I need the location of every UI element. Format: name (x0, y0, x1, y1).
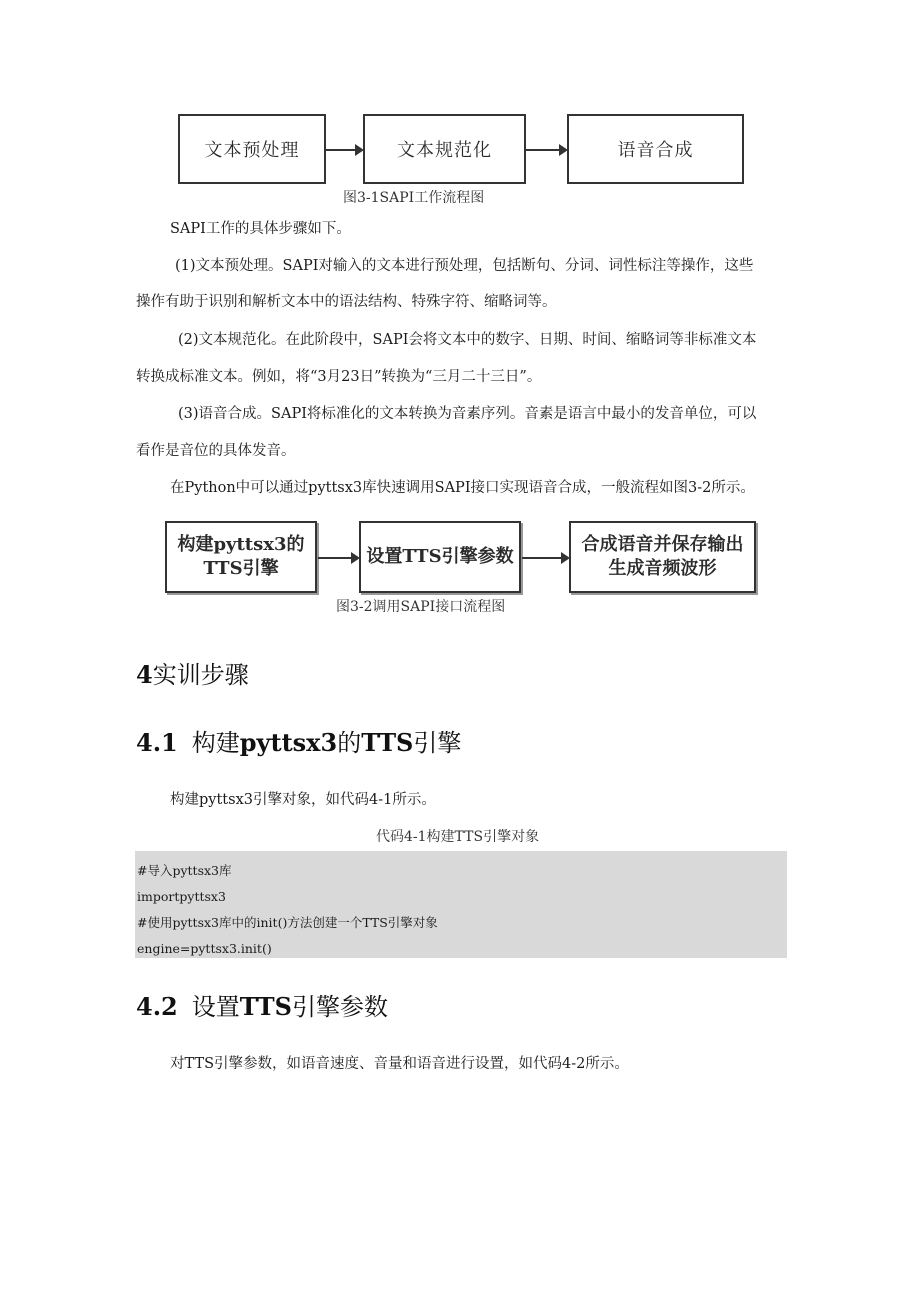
paragraph-step1-line2: 操作有助于识别和解析文本中的语法结构、特殊字符、缩略词等。 (136, 294, 557, 310)
section-title-pre: 设置 (191, 993, 240, 1021)
code-caption: 代码4-1构建TTS引擎对象 (376, 829, 540, 845)
code-line: #使用pyttsx3库中的init()方法创建一个TTS引擎对象 (137, 915, 438, 930)
section-title-pre: 构建 (191, 729, 240, 757)
flow-box-speech-synthesis (567, 114, 744, 184)
flow-box-text-preprocessing (178, 114, 326, 184)
flow-arrow-icon (522, 557, 568, 559)
section-title-bold: TTS (239, 992, 292, 1021)
flow-arrow-icon (326, 149, 362, 151)
section-4-2-description: 对TTS引擎参数，如语音速度、音量和语音进行设置，如代码4-2所示。 (170, 1056, 629, 1072)
flow-box-synthesize-output (569, 521, 756, 593)
code-line: engine=pyttsx3.init() (137, 941, 272, 956)
code-block (135, 851, 787, 958)
section-title-post: 引擎参数 (291, 993, 388, 1021)
section-number: 4 (136, 660, 153, 689)
section-number: 4.2 (136, 992, 178, 1021)
flow-box-label: 语音合成 (617, 140, 694, 161)
paragraph-step3-line1: (3)语音合成。SAPI将标准化的文本转换为音素序列。音素是语言中最小的发音单位，可以 (178, 406, 757, 422)
flow-box-label-line1: 合成语音并保存输出 (581, 534, 744, 555)
paragraph-step1-line1: (1)文本预处理。SAPI对输入的文本进行预处理，包括断句、分词、词性标注等操作，这些 (175, 258, 754, 274)
flow-box-label: 设置TTS引擎参数 (366, 546, 514, 567)
flow-box-build-engine (165, 521, 317, 593)
flow-box-label-line1: 构建pyttsx3的 (177, 534, 305, 555)
flow-arrow-icon (318, 557, 358, 559)
flow-box-set-params (359, 521, 521, 593)
section-4-1-description: 构建pyttsx3引擎对象，如代码4-1所示。 (170, 792, 436, 808)
section-4-2-heading (136, 987, 388, 1022)
section-4-1-heading (136, 723, 461, 758)
section-title: 实训步骤 (152, 661, 249, 689)
flow-arrow-icon (526, 149, 566, 151)
paragraph-step2-line1: (2)文本规范化。在此阶段中，SAPI会将文本中的数字、日期、时间、缩略词等非标准文本 (178, 332, 757, 348)
figure-caption: 图3-2调用SAPI接口流程图 (336, 599, 506, 615)
code-line: importpyttsx3 (137, 889, 226, 904)
figure-caption: 图3-1SAPI工作流程图 (343, 190, 485, 206)
code-line: #导入pyttsx3库 (137, 863, 232, 878)
section-title-bold: pyttsx3 (239, 728, 338, 757)
paragraph-step3-line2: 看作是音位的具体发音。 (136, 443, 296, 459)
flow-box-label-line2: TTS引擎 (203, 558, 279, 579)
flow-box-label: 文本规范化 (397, 140, 492, 161)
section-title-bold2: TTS (361, 728, 414, 757)
flow-box-label-line2: 生成音频波形 (608, 558, 717, 579)
flow-box-text-normalization (363, 114, 526, 184)
paragraph-step2-line2: 转换成标准文本。例如，将“3月23日”转换为“三月二十三日”。 (136, 369, 542, 385)
section-number: 4.1 (136, 728, 178, 757)
section-4-heading (136, 655, 249, 690)
section-title-mid: 的 (337, 729, 362, 757)
flow-box-label: 文本预处理 (204, 140, 300, 161)
paragraph-intro: SAPI工作的具体步骤如下。 (170, 221, 351, 237)
paragraph-python-intro: 在Python中可以通过pyttsx3库快速调用SAPI接口实现语音合成，一般流程如图3-2所示。 (170, 480, 755, 496)
section-title-post: 引擎 (413, 729, 462, 757)
